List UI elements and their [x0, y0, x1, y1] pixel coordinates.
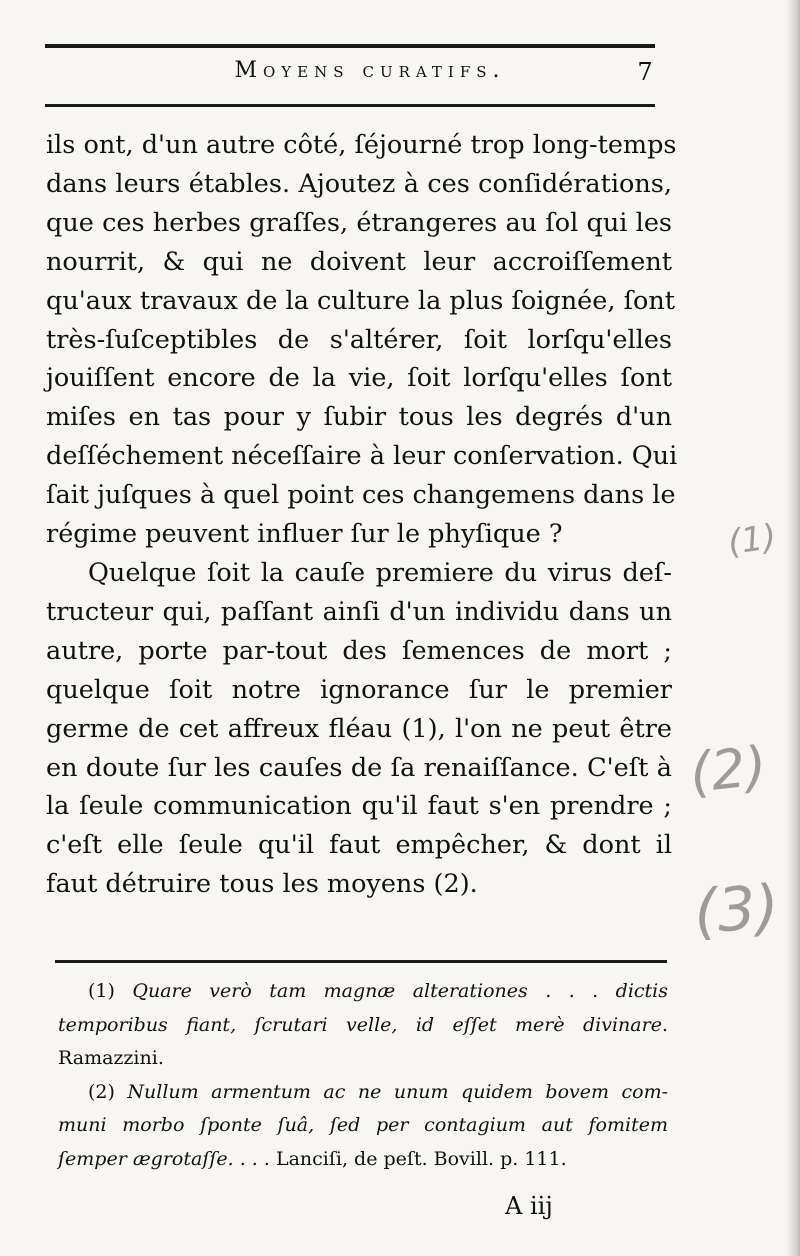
footnote-2-mark: (2)	[88, 1080, 115, 1103]
signature-mark: A iij	[505, 1192, 553, 1220]
footnote-1	[58, 975, 668, 1009]
header-rule	[45, 104, 655, 107]
text-line: autre, porte par-tout des ſemences de mort ;	[46, 635, 672, 666]
text-line: tructeur qui, paſſant ainſi d'un individu dans un	[46, 596, 672, 627]
footnote-2-line	[58, 1143, 668, 1177]
text-line: régime peuvent influer ſur le phyſique ?	[46, 519, 563, 550]
text-line: Quelque ſoit la cauſe premiere du virus deſ-	[88, 557, 672, 588]
footnote-2-quote-end: ſemper ægrotaſſe. . . .	[58, 1147, 270, 1170]
text-line: nourrit, & qui ne doivent leur accroiſſement	[46, 246, 672, 277]
text-line: deſſéchement néceſſaire à leur conſervation. Qui	[46, 441, 678, 472]
text-line: germe de cet affreux fléau (1), l'on ne peut être	[46, 713, 672, 744]
footnote-1-text: Quare verò tam magnæ alterationes . . . dictis	[132, 980, 669, 1002]
footnote-2-line: muni morbo ſponte ſuâ, ſed per contagium aut fomitem	[58, 1114, 668, 1136]
running-head: Moyens curatifs.	[234, 58, 506, 83]
text-line: la ſeule communication qu'il faut s'en prendre ;	[46, 791, 672, 822]
text-line: quelque ſoit notre ignorance ſur le premier	[46, 674, 672, 705]
footnote-1-mark: (1)	[88, 980, 115, 1002]
text-line: c'eſt elle ſeule qu'il faut empêcher, & dont il	[46, 830, 672, 861]
footnote-1-line: temporibus fiant, ſcrutari velle, id eſſet merè divinare.	[58, 1013, 668, 1036]
text-line: dans leurs étables. Ajoutez à ces conſidérations,	[46, 168, 672, 199]
text-line: que ces herbes graſſes, étrangeres au ſol qui les	[46, 207, 672, 238]
text-line: qu'aux travaux de la culture la plus ſoignée, ſont	[46, 285, 676, 316]
footnote-1-author: Ramazzini.	[58, 1047, 164, 1069]
margin-annotation: (3)	[691, 872, 782, 948]
text-line: miſes en tas pour y ſubir tous les degrés d'un	[46, 402, 672, 433]
text-line: jouiſſent encore de la vie, ſoit lorſqu'elles ſont	[46, 363, 672, 394]
footnotes	[58, 975, 668, 1176]
text-line: en doute ſur les cauſes de ſa renaiſſance. C'eſt à	[46, 752, 672, 783]
footnote-2	[58, 1076, 668, 1110]
top-rule	[45, 44, 655, 48]
margin-annotation: (1)	[725, 516, 779, 564]
main-text	[46, 126, 678, 904]
page-number: 7	[637, 58, 653, 86]
text-line: ſait juſques à quel point ces changemens dans le	[46, 480, 676, 511]
footnote-2-citation: Lanciſi, de peſt. Bovill. p. 111.	[275, 1147, 567, 1170]
text-line: très-ſuſceptibles de s'altérer, ſoit lorſqu'elles	[46, 324, 672, 355]
text-line: faut détruire tous les moyens (2).	[46, 869, 478, 900]
page-edge-shadow	[786, 0, 800, 1256]
text-line: ils ont, d'un autre côté, ſéjourné trop long-temps	[46, 130, 677, 160]
margin-annotation: (2)	[686, 734, 770, 805]
footnote-rule	[55, 960, 667, 963]
footnote-2-text: Nullum armentum ac ne unum quidem bovem com-	[127, 1080, 668, 1103]
